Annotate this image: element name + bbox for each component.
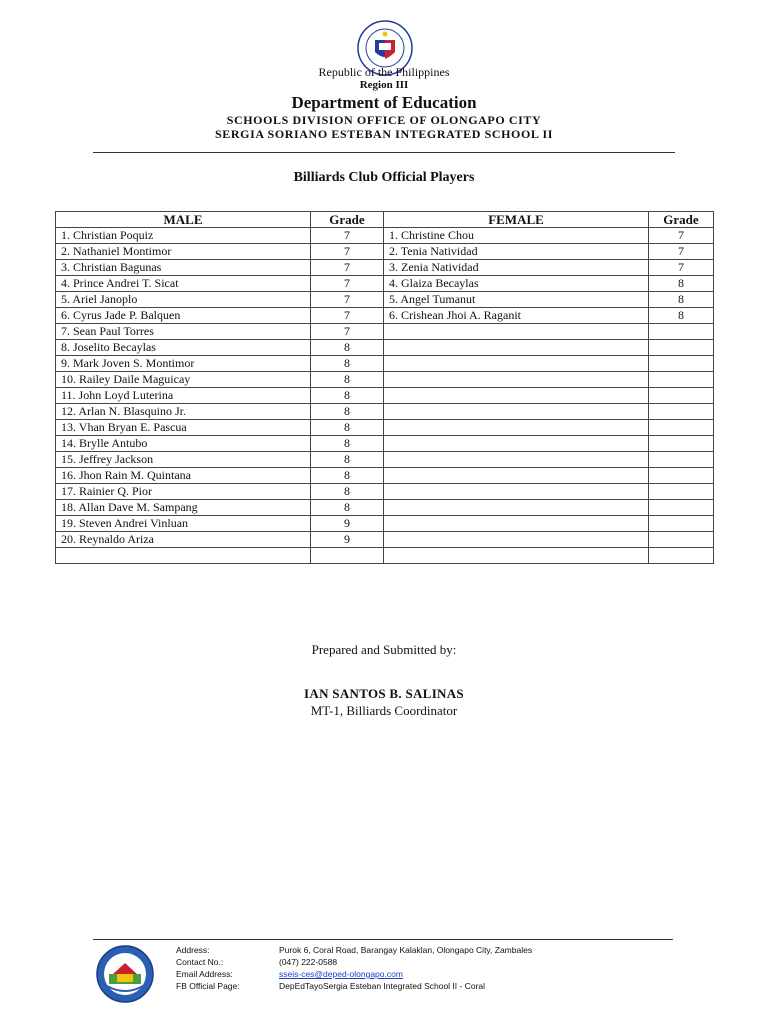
address-value: Purok 6, Coral Road, Barangay Kalaklan, Olongapo City, Zambales xyxy=(279,945,533,955)
male-name-cell: 7. Sean Paul Torres xyxy=(56,324,311,340)
school-logo-icon xyxy=(95,944,155,1004)
table-row xyxy=(56,452,714,468)
footer-contact-row xyxy=(176,956,532,968)
female-grade-cell xyxy=(649,436,714,452)
male-name-cell: 14. Brylle Antubo xyxy=(56,436,311,452)
female-grade-cell: 8 xyxy=(649,276,714,292)
male-name-cell: 6. Cyrus Jade P. Balquen xyxy=(56,308,311,324)
male-grade-cell: 7 xyxy=(311,260,384,276)
female-name-cell xyxy=(384,468,649,484)
players-table xyxy=(55,211,714,564)
female-grade-cell: 7 xyxy=(649,260,714,276)
female-name-cell xyxy=(384,532,649,548)
fb-value: DepEdTayoSergia Esteban Integrated School II - Coral xyxy=(279,981,486,991)
male-grade-cell xyxy=(311,548,384,564)
footer-contacts xyxy=(176,944,532,992)
male-grade-cell: 7 xyxy=(311,308,384,324)
male-name-cell: 15. Jeffrey Jackson xyxy=(56,452,311,468)
header-female-grade: Grade xyxy=(649,212,714,228)
table-row xyxy=(56,500,714,516)
signer-name: IAN SANTOS B. SALINAS xyxy=(304,686,464,701)
female-name-cell xyxy=(384,516,649,532)
female-grade-cell: 7 xyxy=(649,228,714,244)
male-name-cell: 1. Christian Poquiz xyxy=(56,228,311,244)
female-name-cell: 3. Zenia Natividad xyxy=(384,260,649,276)
female-grade-cell xyxy=(649,532,714,548)
female-name-cell xyxy=(384,404,649,420)
male-name-cell: 3. Christian Bagunas xyxy=(56,260,311,276)
male-name-cell xyxy=(56,548,311,564)
fb-label: FB Official Page: xyxy=(176,981,240,991)
female-name-cell: 6. Crishean Jhoi A. Raganit xyxy=(384,308,649,324)
header-male-grade: Grade xyxy=(311,212,384,228)
table-row xyxy=(56,388,714,404)
male-grade-cell: 7 xyxy=(311,292,384,308)
female-name-cell: 5. Angel Tumanut xyxy=(384,292,649,308)
region-line: Region III xyxy=(359,79,409,91)
footer-address-row xyxy=(176,944,532,956)
male-grade-cell: 8 xyxy=(311,356,384,372)
female-name-cell xyxy=(384,340,649,356)
header-female: FEMALE xyxy=(384,212,649,228)
female-grade-cell xyxy=(649,548,714,564)
male-grade-cell: 8 xyxy=(311,484,384,500)
female-name-cell xyxy=(384,484,649,500)
male-name-cell: 8. Joselito Becaylas xyxy=(56,340,311,356)
department-line: Department of Education xyxy=(291,93,477,112)
female-grade-cell xyxy=(649,452,714,468)
table-row xyxy=(56,372,714,388)
female-name-cell xyxy=(384,388,649,404)
female-name-cell xyxy=(384,420,649,436)
female-grade-cell: 8 xyxy=(649,292,714,308)
male-grade-cell: 9 xyxy=(311,532,384,548)
female-grade-cell xyxy=(649,420,714,436)
male-grade-cell: 8 xyxy=(311,468,384,484)
table-row xyxy=(56,228,714,244)
female-name-cell: 4. Glaiza Becaylas xyxy=(384,276,649,292)
male-name-cell: 12. Arlan N. Blasquino Jr. xyxy=(56,404,311,420)
female-grade-cell xyxy=(649,340,714,356)
female-grade-cell xyxy=(649,516,714,532)
female-grade-cell xyxy=(649,468,714,484)
male-grade-cell: 8 xyxy=(311,404,384,420)
contact-value: (047) 222-0588 xyxy=(279,957,338,967)
female-grade-cell: 7 xyxy=(649,244,714,260)
male-grade-cell: 8 xyxy=(311,388,384,404)
table-row xyxy=(56,340,714,356)
male-name-cell: 9. Mark Joven S. Montimor xyxy=(56,356,311,372)
table-row xyxy=(56,532,714,548)
female-name-cell: 2. Tenia Natividad xyxy=(384,244,649,260)
table-row xyxy=(56,420,714,436)
male-name-cell: 4. Prince Andrei T. Sicat xyxy=(56,276,311,292)
division-line: SCHOOLS DIVISION OFFICE OF OLONGAPO CITY xyxy=(226,113,542,127)
male-name-cell: 11. John Loyd Luterina xyxy=(56,388,311,404)
male-name-cell: 13. Vhan Bryan E. Pascua xyxy=(56,420,311,436)
male-grade-cell: 7 xyxy=(311,324,384,340)
female-grade-cell: 8 xyxy=(649,308,714,324)
female-name-cell xyxy=(384,500,649,516)
male-grade-cell: 7 xyxy=(311,276,384,292)
table-row xyxy=(56,404,714,420)
document-title: Billiards Club Official Players xyxy=(293,170,475,185)
female-name-cell xyxy=(384,324,649,340)
male-grade-cell: 7 xyxy=(311,244,384,260)
female-grade-cell xyxy=(649,324,714,340)
table-row xyxy=(56,516,714,532)
male-grade-cell: 9 xyxy=(311,516,384,532)
female-name-cell: 1. Christine Chou xyxy=(384,228,649,244)
female-grade-cell xyxy=(649,388,714,404)
address-label: Address: xyxy=(176,945,210,955)
footer-fb-row xyxy=(176,980,532,992)
female-name-cell xyxy=(384,356,649,372)
male-name-cell: 20. Reynaldo Ariza xyxy=(56,532,311,548)
male-name-cell: 2. Nathaniel Montimor xyxy=(56,244,311,260)
table-row xyxy=(56,260,714,276)
footer-email-row xyxy=(176,968,532,980)
table-row xyxy=(56,308,714,324)
female-name-cell xyxy=(384,452,649,468)
table-row xyxy=(56,276,714,292)
female-grade-cell xyxy=(649,372,714,388)
male-grade-cell: 7 xyxy=(311,228,384,244)
female-name-cell xyxy=(384,372,649,388)
male-grade-cell: 8 xyxy=(311,372,384,388)
table-row xyxy=(56,468,714,484)
female-name-cell xyxy=(384,548,649,564)
table-row xyxy=(56,324,714,340)
male-name-cell: 5. Ariel Janoplo xyxy=(56,292,311,308)
email-link[interactable]: sseis-ces@deped-olongapo.com xyxy=(279,969,403,979)
male-grade-cell: 8 xyxy=(311,452,384,468)
male-name-cell: 19. Steven Andrei Vinluan xyxy=(56,516,311,532)
female-grade-cell xyxy=(649,356,714,372)
table-row xyxy=(56,292,714,308)
male-name-cell: 17. Rainier Q. Pior xyxy=(56,484,311,500)
male-name-cell: 16. Jhon Rain M. Quintana xyxy=(56,468,311,484)
male-grade-cell: 8 xyxy=(311,420,384,436)
female-name-cell xyxy=(384,436,649,452)
email-label: Email Address: xyxy=(176,969,233,979)
female-grade-cell xyxy=(649,484,714,500)
footer-divider xyxy=(93,939,673,940)
male-name-cell: 18. Allan Dave M. Sampang xyxy=(56,500,311,516)
male-name-cell: 10. Railey Daile Maguicay xyxy=(56,372,311,388)
header-male: MALE xyxy=(56,212,311,228)
contact-label: Contact No.: xyxy=(176,957,224,967)
female-grade-cell xyxy=(649,500,714,516)
signer-position: MT-1, Billiards Coordinator xyxy=(310,703,458,718)
header-divider xyxy=(93,152,675,153)
table-row xyxy=(56,484,714,500)
table-row xyxy=(56,436,714,452)
male-grade-cell: 8 xyxy=(311,436,384,452)
prepared-by-label: Prepared and Submitted by: xyxy=(311,642,457,657)
table-row xyxy=(56,356,714,372)
table-header-row xyxy=(56,212,714,228)
republic-line: Republic of the Philippines xyxy=(318,65,450,79)
female-grade-cell xyxy=(649,404,714,420)
table-row xyxy=(56,548,714,564)
table-row xyxy=(56,244,714,260)
school-line: SERGIA SORIANO ESTEBAN INTEGRATED SCHOOL II xyxy=(215,127,553,141)
male-grade-cell: 8 xyxy=(311,500,384,516)
male-grade-cell: 8 xyxy=(311,340,384,356)
